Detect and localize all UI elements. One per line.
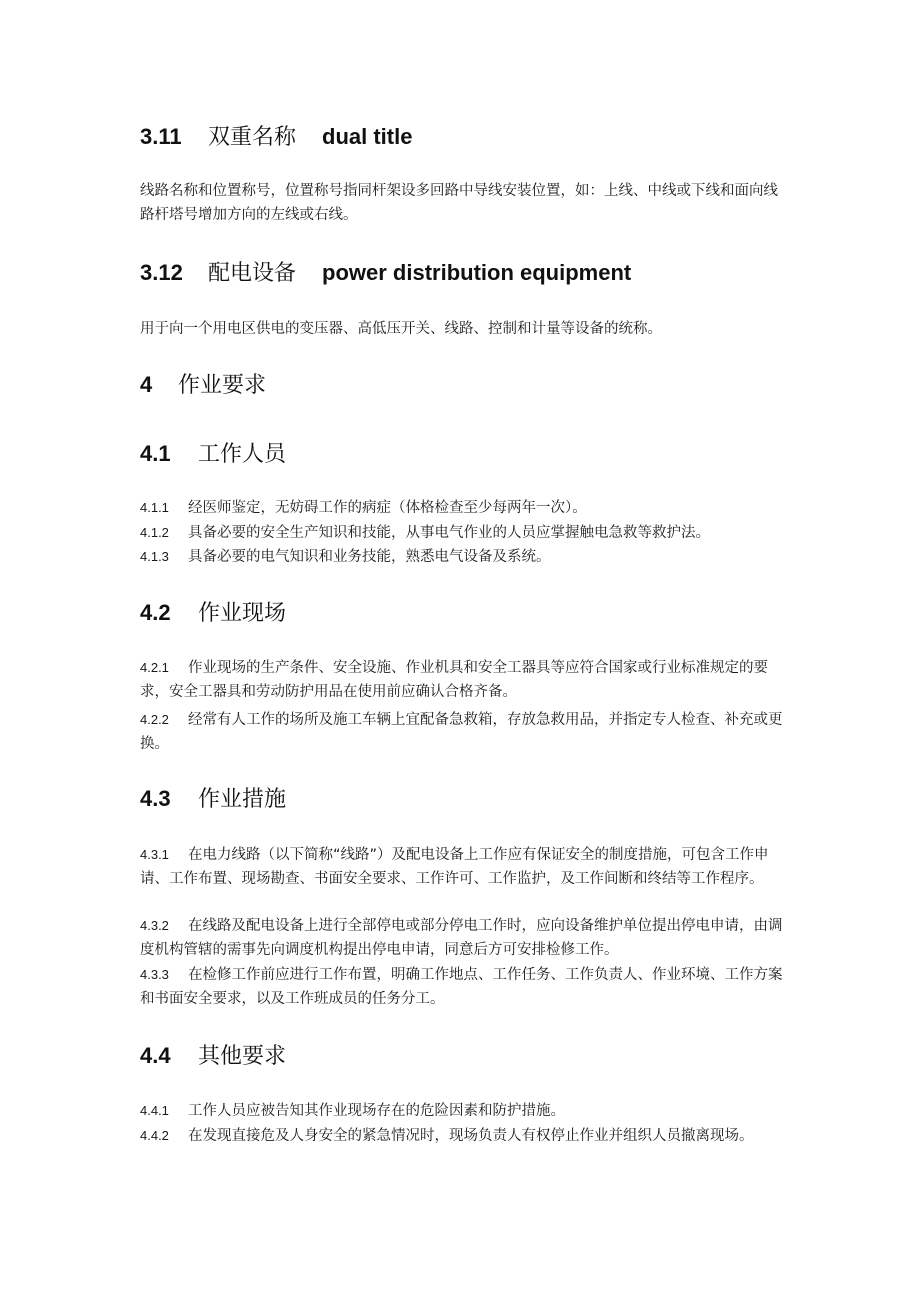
section-heading-4-1 <box>140 434 286 474</box>
chapter-heading-4 <box>140 365 266 405</box>
section-number: 3.12 <box>140 260 183 285</box>
section-number: 4.2 <box>140 600 171 625</box>
clause-text: 作业现场的生产条件、安全设施、作业机具和安全工器具等应符合国家或行业标准规定的要求，安全工器具和劳动防护用品在使用前应确认合格齐备。 <box>140 660 768 700</box>
section-number: 4.4 <box>140 1043 171 1068</box>
clause-number: 4.4.1 <box>140 1103 169 1118</box>
section-heading-3-12 <box>140 253 631 293</box>
clause-number: 4.3.2 <box>140 918 169 933</box>
clause-4-4-2 <box>140 1124 790 1149</box>
clause-4-1-1 <box>140 496 790 521</box>
clause-number: 4.3.3 <box>140 967 169 982</box>
clause-4-2-2 <box>140 708 790 756</box>
clause-text: 具备必要的安全生产知识和技能，从事电气作业的人员应掌握触电急救等救护法。 <box>188 525 710 541</box>
chapter-title: 作业要求 <box>178 372 267 397</box>
section-number: 3.11 <box>140 124 182 149</box>
clause-number: 4.1.2 <box>140 525 169 540</box>
clause-4-3-2 <box>140 914 790 962</box>
section-title-cn: 配电设备 <box>208 260 297 285</box>
section-number: 4.1 <box>140 441 171 466</box>
clause-text: 工作人员应被告知其作业现场存在的危险因素和防护措施。 <box>188 1103 565 1119</box>
section-title-en: dual title <box>322 124 413 149</box>
clause-4-3-1 <box>140 843 790 891</box>
section-title-en: power distribution equipment <box>322 260 632 285</box>
section-title: 工作人员 <box>198 441 287 466</box>
clause-4-3-3 <box>140 963 790 1011</box>
clause-text: 在发现直接危及人身安全的紧急情况时，现场负责人有权停止作业并组织人员撤离现场。 <box>188 1128 754 1144</box>
clause-number: 4.2.1 <box>140 660 169 675</box>
clause-number: 4.4.2 <box>140 1128 169 1143</box>
section-heading-3-11 <box>140 117 412 157</box>
clause-number: 4.1.3 <box>140 549 169 564</box>
section-title: 作业现场 <box>198 600 287 625</box>
clause-4-1-2 <box>140 521 790 546</box>
clause-number: 4.1.1 <box>140 500 169 515</box>
clause-text: 经医师鉴定，无妨碍工作的病症（体格检查至少每两年一次）。 <box>188 500 587 516</box>
clause-text: 在电力线路（以下简称“线路”）及配电设备上工作应有保证安全的制度措施，可包含工作申请、工作布置、现场勘查、书面安全要求、工作许可、工作监护，及工作间断和终结等工作程序。 <box>140 847 769 887</box>
clause-number: 4.2.2 <box>140 712 169 727</box>
clause-4-4-1 <box>140 1099 790 1124</box>
clause-4-2-1 <box>140 656 790 704</box>
section-body-3-11: 线路名称和位置称号，位置称号指同杆架设多回路中导线安装位置，如：上线、中线或下线和面向线路杆塔号增加方向的左线或右线。 <box>140 183 778 223</box>
section-number: 4.3 <box>140 786 171 811</box>
section-heading-4-3 <box>140 779 286 819</box>
clause-text: 在检修工作前应进行工作布置，明确工作地点、工作任务、工作负责人、作业环境、工作方案和书面安全要求，以及工作班成员的任务分工。 <box>140 967 783 1007</box>
clause-text: 具备必要的电气知识和业务技能，熟悉电气设备及系统。 <box>188 549 551 565</box>
section-heading-4-2 <box>140 593 286 633</box>
section-title-cn: 双重名称 <box>208 124 297 149</box>
section-title: 作业措施 <box>198 786 287 811</box>
section-heading-4-4 <box>140 1036 286 1076</box>
clause-4-1-3 <box>140 545 790 570</box>
clause-text: 在线路及配电设备上进行全部停电或部分停电工作时，应向设备维护单位提出停电申请，由调度机构管辖的需事先向调度机构提出停电申请，同意后方可安排检修工作。 <box>140 918 783 958</box>
clause-number: 4.3.1 <box>140 847 169 862</box>
clause-text: 经常有人工作的场所及施工车辆上宜配备急救箱，存放急救用品，并指定专人检查、补充或更换。 <box>140 712 783 752</box>
section-title: 其他要求 <box>198 1043 287 1068</box>
chapter-number: 4 <box>140 372 153 397</box>
section-body-3-12: 用于向一个用电区供电的变压器、高低压开关、线路、控制和计量等设备的统称。 <box>140 321 662 337</box>
